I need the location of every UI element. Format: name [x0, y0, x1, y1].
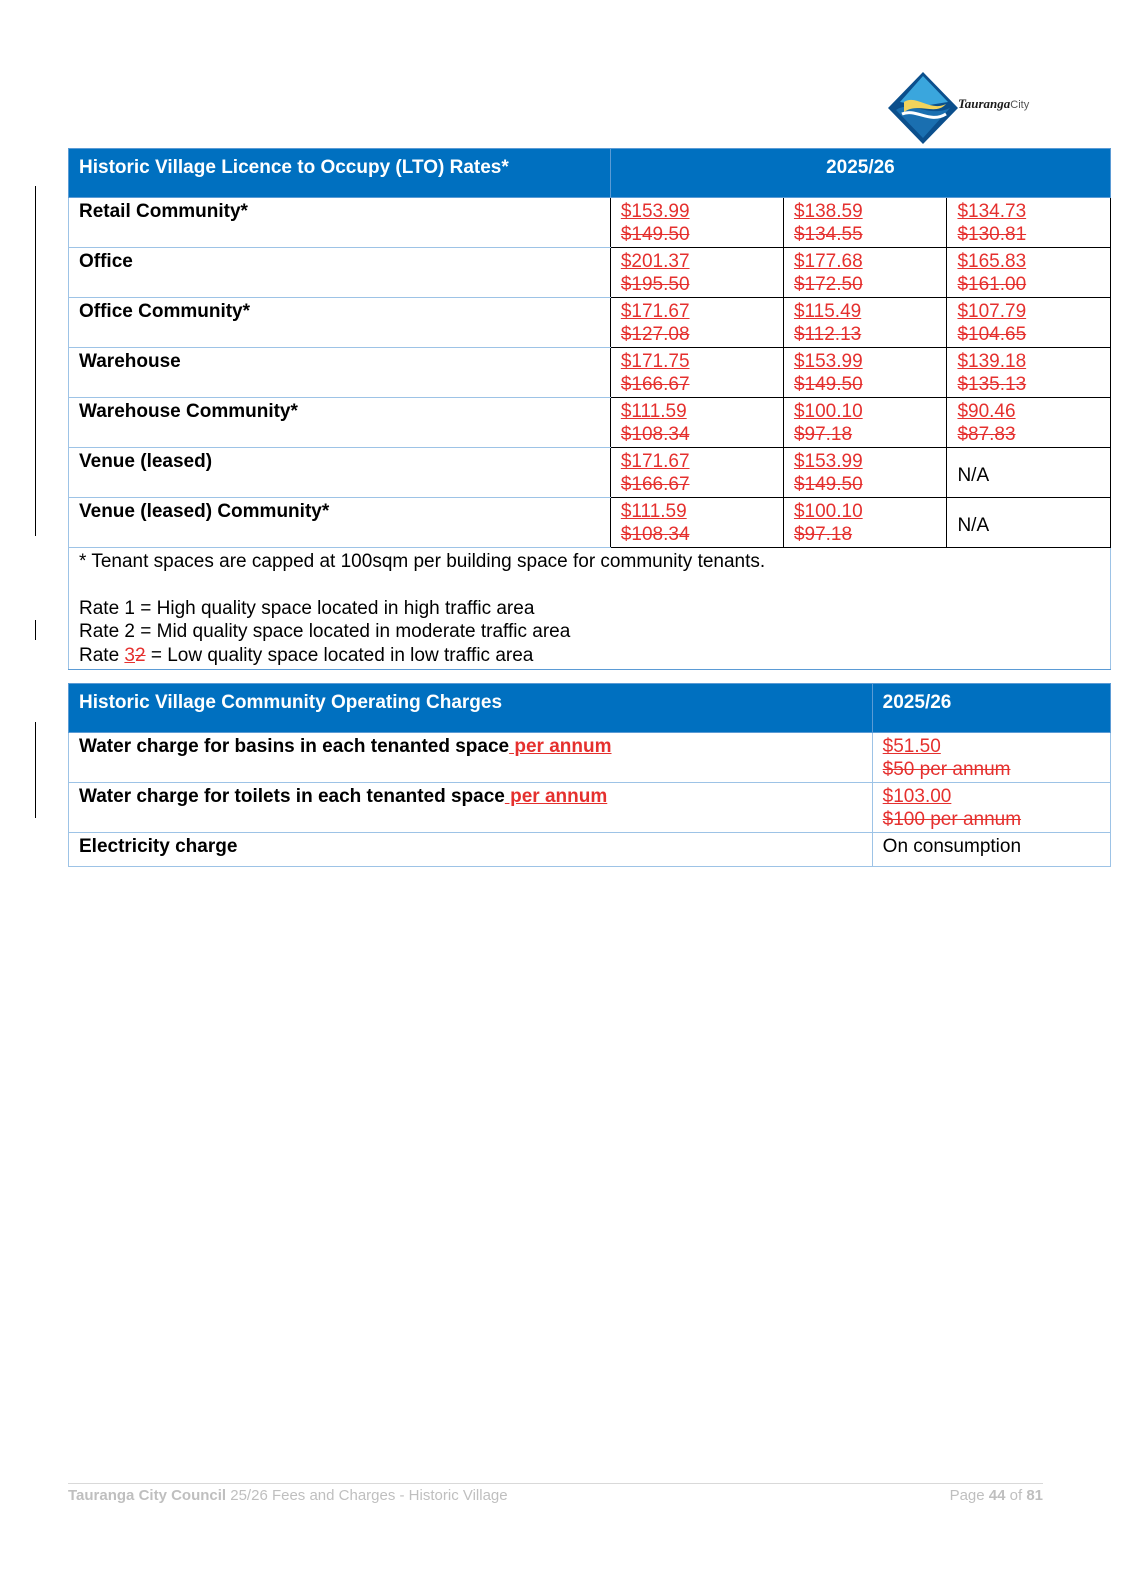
- new-rate: $100.10: [793, 501, 863, 522]
- old-rate: $104.65: [957, 324, 1027, 345]
- old-rate: $135.13: [957, 374, 1027, 395]
- row-label: Office: [69, 248, 611, 298]
- rate-cell: [610, 398, 783, 448]
- table-row: [69, 783, 1111, 833]
- rate-cell: [947, 248, 1111, 298]
- rate-3-note: Rate 32 = Low quality space located in low traffic area: [79, 644, 534, 666]
- new-rate: $90.46: [957, 401, 1016, 422]
- old-rate: $134.55: [793, 224, 863, 245]
- new-rate: $165.83: [957, 251, 1027, 272]
- new-rate: $107.79: [957, 301, 1027, 322]
- new-rate: $139.18: [957, 351, 1027, 372]
- rate-2-note: Rate 2 = Mid quality space located in moderate traffic area: [79, 621, 571, 642]
- operating-charges-header: Historic Village Community Operating Charges: [69, 684, 873, 733]
- change-bar: [35, 620, 36, 640]
- old-rate: $166.67: [620, 474, 690, 495]
- rate-cell: [610, 298, 783, 348]
- logo-diamond-icon: [888, 72, 958, 144]
- new-rate: $171.67: [620, 451, 690, 472]
- rate-cell: [783, 498, 947, 548]
- rate-cell: [610, 198, 783, 248]
- new-charge: $51.50: [882, 736, 941, 757]
- rate-cell: [610, 348, 783, 398]
- old-charge: $50 per annum: [882, 759, 1011, 780]
- old-charge: $100 per annum: [882, 809, 1022, 830]
- na-cell: N/A: [947, 498, 1111, 548]
- new-rate: $115.49: [793, 301, 862, 322]
- new-rate: $100.10: [793, 401, 863, 422]
- rate-1-note: Rate 1 = High quality space located in high traffic area: [79, 597, 535, 619]
- old-rate: $172.50: [793, 274, 863, 295]
- table-row: [69, 298, 1111, 348]
- footer-title: Tauranga City Council 25/26 Fees and Charges - Historic Village: [68, 1487, 508, 1504]
- new-rate: $201.37: [620, 251, 690, 272]
- old-rate: $112.13: [793, 324, 862, 345]
- new-rate: $111.59: [620, 401, 687, 422]
- old-rate: $127.08: [620, 324, 690, 345]
- new-rate: $138.59: [793, 201, 863, 222]
- charge-label: Electricity charge: [69, 833, 873, 867]
- old-rate: $130.81: [957, 224, 1027, 245]
- table-row: [69, 348, 1111, 398]
- new-rate: $177.68: [793, 251, 863, 272]
- table-row: [69, 498, 1111, 548]
- old-rate: $97.18: [793, 524, 853, 545]
- rate-cell: [610, 498, 783, 548]
- old-rate: $87.83: [957, 424, 1016, 445]
- old-rate: $149.50: [793, 474, 863, 495]
- table-row: [69, 398, 1111, 448]
- operating-charges-table: [68, 683, 1111, 867]
- new-rate: $171.67: [620, 301, 690, 322]
- rate-cell: [947, 298, 1111, 348]
- rate-cell: [947, 348, 1111, 398]
- rate-cell: [610, 248, 783, 298]
- new-rate: $111.59: [620, 501, 687, 522]
- rate-cell: [783, 398, 947, 448]
- page-number: Page 44 of 81: [949, 1487, 1043, 1504]
- change-bar: [35, 186, 36, 536]
- old-rate: $195.50: [620, 274, 690, 295]
- lto-rates-table: [68, 148, 1111, 670]
- row-label: Office Community*: [69, 298, 611, 348]
- table-row: [69, 248, 1111, 298]
- rate-cell: [783, 448, 947, 498]
- charge-value: [872, 783, 1110, 833]
- charge-value: On consumption: [872, 833, 1110, 867]
- charge-label: Water charge for toilets in each tenanted space per annum: [69, 783, 873, 833]
- new-rate: $171.75: [620, 351, 690, 372]
- rate-cell: [783, 348, 947, 398]
- old-rate: $108.34: [620, 524, 690, 545]
- new-rate: $153.99: [620, 201, 690, 222]
- rate-cell: [947, 198, 1111, 248]
- old-rate: $166.67: [620, 374, 690, 395]
- new-rate: $134.73: [957, 201, 1027, 222]
- old-rate: $161.00: [957, 274, 1027, 295]
- table-row: [69, 448, 1111, 498]
- charge-label: Water charge for basins in each tenanted space per annum: [69, 733, 873, 783]
- old-rate: $149.50: [793, 374, 863, 395]
- change-bar: [35, 722, 36, 818]
- rate-cell: [783, 198, 947, 248]
- notes-cell: [69, 548, 1111, 670]
- tauranga-city-logo: [888, 72, 1058, 144]
- old-rate: $97.18: [793, 424, 853, 445]
- new-rate: $153.99: [793, 451, 863, 472]
- charge-value: [872, 733, 1110, 783]
- new-rate: $153.99: [793, 351, 863, 372]
- old-rate: $108.34: [620, 424, 690, 445]
- row-label: Warehouse: [69, 348, 611, 398]
- operating-period-header: 2025/26: [872, 684, 1110, 733]
- page-footer: [68, 1483, 1043, 1504]
- old-rate: $149.50: [620, 224, 690, 245]
- row-label: Warehouse Community*: [69, 398, 611, 448]
- na-cell: N/A: [947, 448, 1111, 498]
- rate-cell: [783, 248, 947, 298]
- lto-period-header: 2025/26: [610, 149, 1110, 198]
- row-label: Venue (leased): [69, 448, 611, 498]
- table-row: [69, 833, 1111, 867]
- logo-wordmark: TaurangaCity: [958, 96, 1030, 111]
- notes-row: [69, 548, 1111, 670]
- table-row: [69, 198, 1111, 248]
- rate-cell: [947, 398, 1111, 448]
- table-row: [69, 733, 1111, 783]
- row-label: Venue (leased) Community*: [69, 498, 611, 548]
- rate-cell: [783, 298, 947, 348]
- rate-cell: [610, 448, 783, 498]
- community-note: * Tenant spaces are capped at 100sqm per building space for community tenants.: [79, 551, 766, 572]
- new-charge: $103.00: [882, 786, 952, 807]
- lto-table-header: Historic Village Licence to Occupy (LTO) Rates*: [69, 149, 611, 198]
- row-label: Retail Community*: [69, 198, 611, 248]
